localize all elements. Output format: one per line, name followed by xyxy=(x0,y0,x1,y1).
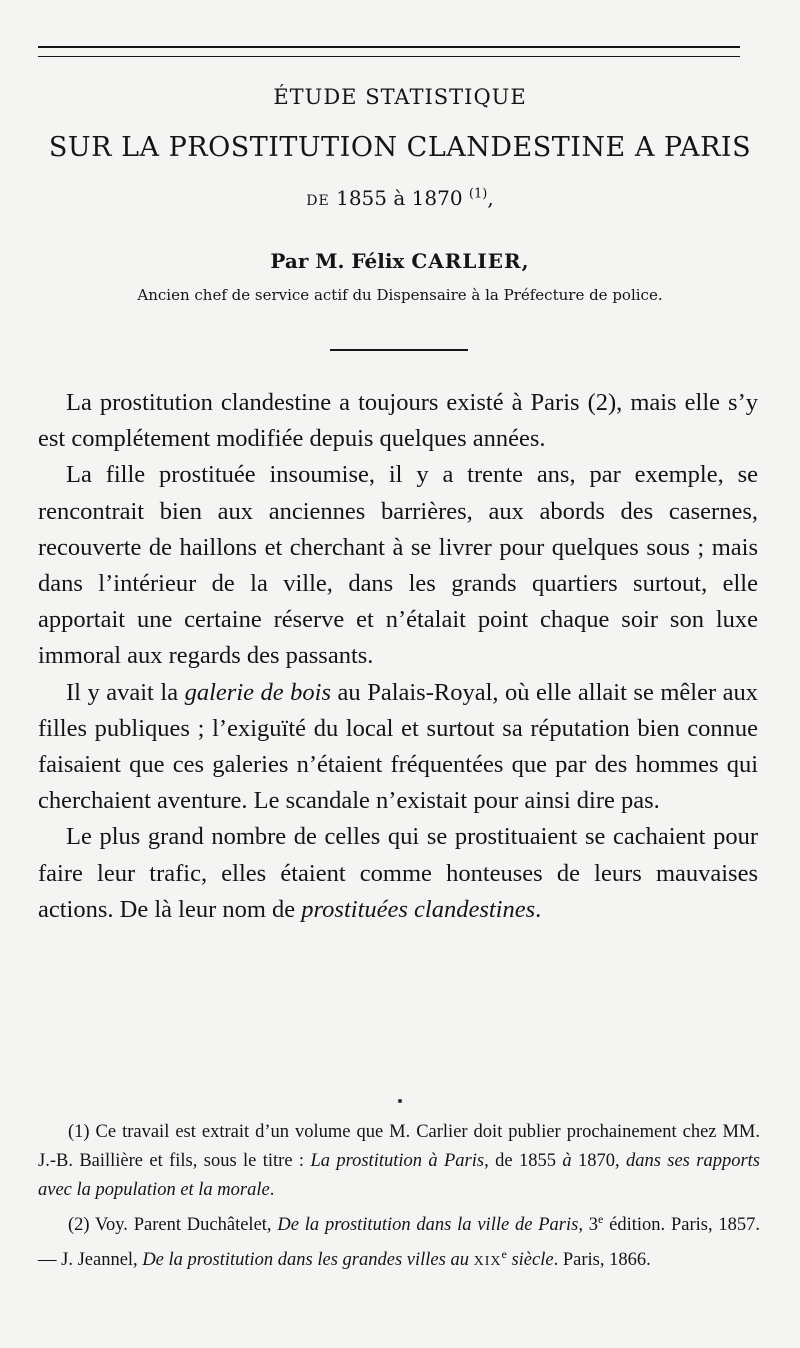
fn1-end: . xyxy=(269,1180,275,1200)
footnote-2 xyxy=(38,1205,760,1276)
fn1-mid: de 1855 xyxy=(495,1151,556,1171)
author-name: CARLIER, xyxy=(411,249,530,273)
fn2-italic-a: De la prostitution dans la ville de Paris, xyxy=(277,1215,583,1236)
author-line xyxy=(0,249,800,273)
fn1-italic-c: dans ses rapports avec la population et la morale xyxy=(38,1151,760,1200)
paragraph-2: La fille prostituée insoumise, il y a trente ans, par exemple, se rencontrait bien aux anciennes barrières, aux abords des casernes, recouverte de haillons et cherchant à se livrer pour quelques sous ; mais dans l’intérieur de la ville, dans les grands quartiers surtout, elle apportait une certaine réserve et n’étalait point chaque soir son luxe immoral aux regards des passants. xyxy=(38,461,758,670)
top-double-rule-inner xyxy=(38,56,740,57)
date-prefix: DE xyxy=(306,193,330,209)
fn1-start: (1) Ce travail est extrait d’un volume que M. Carlier doit publier prochainement chez MM. J.-B. Baillière et fils, sous le titre : xyxy=(38,1122,760,1171)
fn2-edition: 3 xyxy=(588,1215,599,1236)
footnote-ref-1: (1) xyxy=(468,186,488,202)
fn2-start: (2) Voy. Parent Duchâtelet, xyxy=(68,1215,272,1236)
fn2-mid: édition. Paris, 1857. — J. Jeannel, xyxy=(38,1215,761,1271)
fn2-italic-b: De la prostitution dans les grandes villes au xyxy=(142,1250,469,1271)
fn2-century: XIX xyxy=(473,1254,502,1270)
fn1-mid2: 1870, xyxy=(577,1151,620,1171)
paragraph-1: La prostitution clandestine a toujours existé à Paris (2), mais elle s’y est complétement modifiée depuis quelques années. xyxy=(38,389,758,453)
fn2-edition-sup: e xyxy=(598,1212,604,1226)
paragraph-4 xyxy=(38,819,758,928)
body-text xyxy=(38,385,758,928)
p4-start: Le plus grand nombre de celles qui se prostituaient se cachaient pour faire leur trafic, elles étaient comme honteuses de leurs mauvaises actions. De là leur nom de xyxy=(38,823,758,923)
p4-italic: prostituées clandestines xyxy=(301,895,536,923)
author-title: Ancien chef de service actif du Dispensaire à la Préfecture de police. xyxy=(137,286,663,304)
date-suffix: , xyxy=(487,186,494,210)
main-title: SUR LA PROSTITUTION CLANDESTINE A PARIS xyxy=(48,132,752,163)
fn2-century-sup: e xyxy=(501,1247,507,1262)
p3-end: au Palais-Royal, où elle allait se mêler aux filles publiques ; l’exiguïté du local et surtout sa réputation bien connue faisaient que ces galeries n’étaient fréquentées que par des hommes qui cherchaient aventure. Le scandale n’existait pour ainsi dire pas. xyxy=(38,678,759,815)
p3-italic: galerie de bois xyxy=(184,678,332,706)
footnotes xyxy=(38,1118,760,1276)
fn1-italic-a: La prostitution à Paris, xyxy=(310,1151,489,1171)
footnote-1 xyxy=(38,1118,760,1205)
ink-dot xyxy=(398,1099,402,1103)
date-values: 1855 à 1870 xyxy=(336,186,463,210)
section-separator xyxy=(330,349,468,351)
fn2-end: . Paris, 1866. xyxy=(553,1250,651,1271)
paragraph-3 xyxy=(38,675,758,820)
fn2-italic-c: siècle xyxy=(511,1250,554,1271)
top-double-rule xyxy=(38,46,740,48)
p3-start: Il y avait la xyxy=(66,678,179,706)
author-prefix: Par M. Félix xyxy=(270,249,405,273)
p4-end: . xyxy=(535,895,542,923)
fn1-italic-b: à xyxy=(562,1151,572,1171)
kicker-title: ÉTUDE STATISTIQUE xyxy=(273,85,527,109)
date-range xyxy=(0,186,800,210)
